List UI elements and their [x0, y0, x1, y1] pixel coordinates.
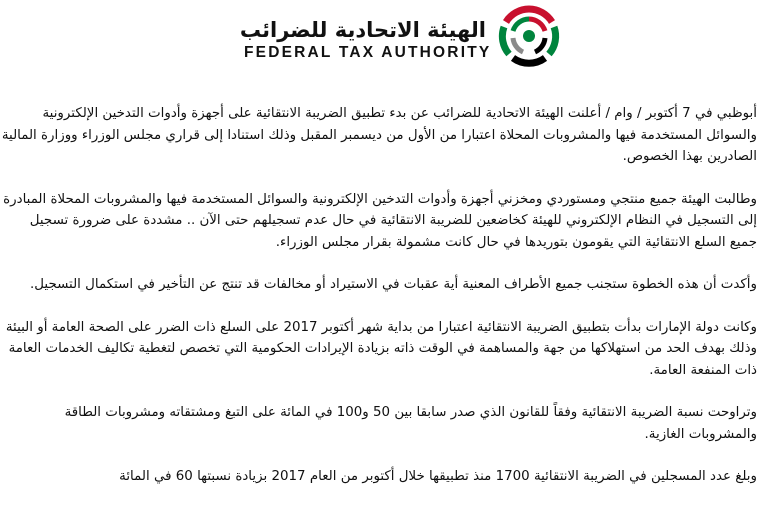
article-paragraph: وأكدت أن هذه الخطوة ستجنب جميع الأطراف المعنية أية عقبات في الاستيراد أو مخالفات قد تنتج عن التأخير في استكمال التسجيل.	[30, 277, 757, 292]
article-paragraph: وطالبت الهيئة جميع منتجي ومستوردي ومخزني أجهزة وأدوات التدخين الإلكترونية والسوائل المستخدمة فيها والمشروبات المحلاة المبادرة إلى التسجيل في النظام الإلكتروني للهيئة كخاضعين للضريبة الانتقائية في حال عدم تسجيلهم حتى الآن .. مشددة على ضرورة تسجيل جميع السلع الانتقائية التي يقومون بتوريدها في حال كانت مشمولة بقرار مجلس الوزراء.	[3, 191, 757, 250]
article-paragraph: أبوظبي في 7 أكتوبر / وام / أعلنت الهيئة الاتحادية للضرائب عن بدء تطبيق الضريبة الانتقائية على أجهزة وأدوات التدخين الإلكترونية والسوائل المستخدمة فيها والمشروبات المحلاة اعتبارا من الأول من ديسمبر المقبل وذلك استنادا إلى قراري مجلس الوزراء ووزارة المالية الصادرين بهذا الخصوص.	[1, 106, 757, 164]
fta-emblem-icon	[497, 4, 561, 68]
article-body	[0, 103, 757, 509]
article-paragraph: وكانت دولة الإمارات بدأت بتطبيق الضريبة الانتقائية اعتبارا من بداية شهر أكتوبر 2017 على السلع ذات الضرر على الصحة العامة أو البيئة وذلك بهدف الحد من استهلاكها من جهة والمساهمة في الوقت ذاته بزيادة الإيرادات الحكومية التي تخصص لتغطية تكاليف الخدمات العامة ذات المنفعة العامة.	[5, 319, 757, 378]
article-paragraph: وبلغ عدد المسجلين في الضريبة الانتقائية 1700 منذ تطبيقها خلال أكتوبر من العام 2017 بزيادة نسبتها 60 في المائة	[119, 469, 757, 484]
article-paragraph: وتراوحت نسبة الضريبة الانتقائية وفقاً للقانون الذي صدر سابقا بين 50 و100 في المائة على التبغ ومشتقاته ومشروبات الطاقة والمشروبات الغازية.	[64, 405, 757, 442]
authority-name-english: FEDERAL TAX AUTHORITY	[244, 44, 492, 61]
authority-name-arabic: الهيئة الاتحادية للضرائب	[239, 18, 486, 42]
page-header	[0, 0, 777, 95]
